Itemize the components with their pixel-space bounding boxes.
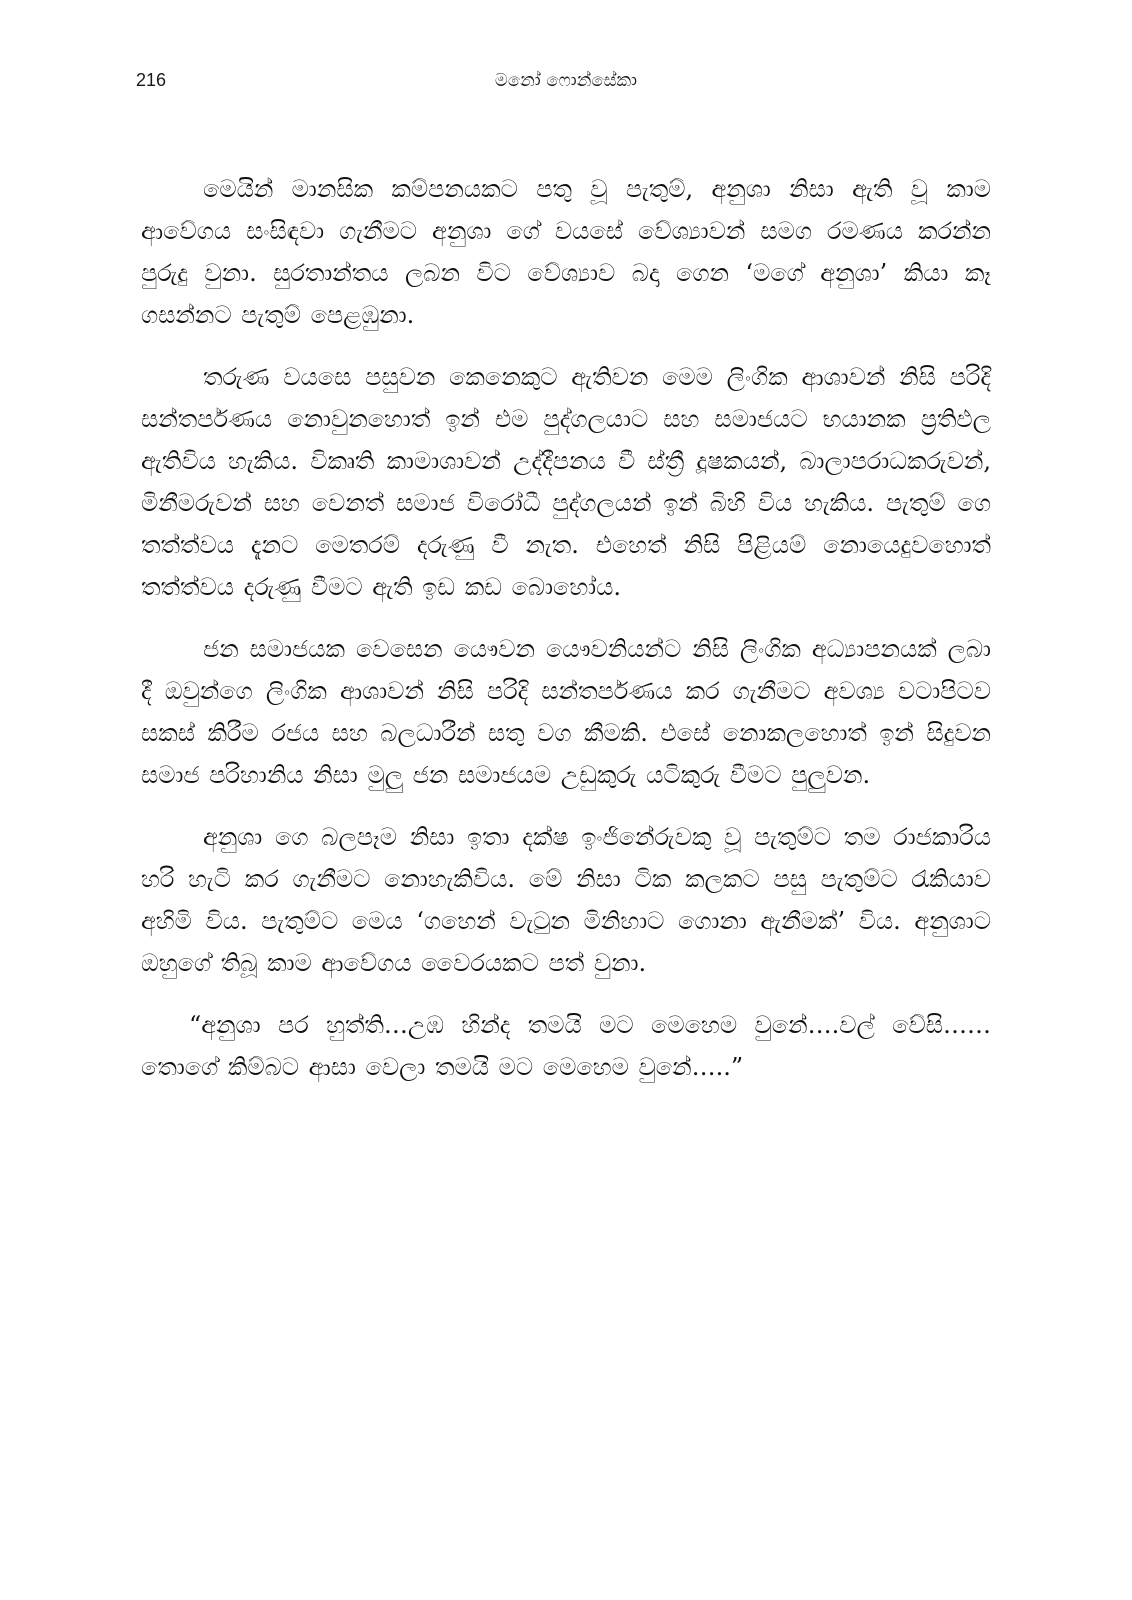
page-header bbox=[136, 70, 996, 100]
body-text bbox=[141, 168, 991, 1108]
page-number: 216 bbox=[136, 70, 167, 90]
paragraph: මෙයින් මානසික කම්පනයකට පතු වූ පැතුම්, අනුශා නිසා ඇති වූ කාම ආවේගය සංසිඳවා ගැනීමට අනුශා ගේ වයසේ වේශ්‍යාවන් සමග රමණය කරන්න පුරුදු වුනා. සුරතාන්තය ලබන විට වේශ්‍යාව බදා ගෙන ‘මගේ අනුශා’ කියා කෑ ගසන්නට පැතුම් පෙළඹුනා. bbox=[141, 175, 991, 329]
paragraph: ජන සමාජයක වෙසෙන යෞවන යෞවනියන්ට නිසි ලිංගික අධ්‍යාපනයක් ලබා දී ඔවුන්ගෙ ලිංගික ආශාවන් නිසි පරිදි සන්තර්පණය කර ගැනීමට අවශ්‍ය වටාපිටව සකස් කිරීම රජය සහ බලධාරීන් සතු වග කීමකි. එසේ නොකලහොත් ඉන් සිදුවන සමාජ පරිහානිය නිසා මුලු ජන සමාජයම උඩුකුරු යටිකුරු වීමට පුලුවන. bbox=[141, 635, 991, 789]
dialogue-paragraph: “අනුශා පර හුත්ති…උඹ හින්ද තමයි මට මෙහෙම වුනේ….වල් වේසි……තොගේ කිම්බට ආසා වෙලා තමයි මට මෙහෙම වුනේ…..” bbox=[141, 1011, 991, 1081]
paragraph: අනුශා ගෙ බලපෑම නිසා ඉතා දක්ෂ ඉංජිනේරුවකු වූ පැතුම්ට තම රාජකාරිය හරි හැටි කර ගැනීමට නොහැකිවිය. මේ නිසා ටික කලකට පසු පැතුම්ට රැකියාව අහිමි විය. පැතුම්ට මෙය ‘ගහෙන් වැටුන මිනිහාට ගොනා ඇනීමක්’ විය. අනුශාට ඔහුගේ තිබූ කාම ආවේගය වෛරයකට පත් වුනා. bbox=[141, 823, 991, 977]
running-title: මනෝ ෆොන්සේකා bbox=[494, 70, 638, 91]
paragraph: තරුණ වයසෙ පසුවන කෙනෙකුට ඇතිවන මෙම ලිංගික ආශාවන් නිසි පරිදි සන්තර්පණය නොවුනහොත් ඉන් එම පුද්ගලයාට සහ සමාජයට භයානක ප්‍රතිඵල ඇතිවිය හැකිය. විකෘති කාමාශාවන් උද්දීපනය වී ස්ත්‍රී දූෂකයන්, බාලාපරාධකරුවන්, මිනීමරුවන් සහ වෙනත් සමාජ විරෝධී පුද්ගලයන් ඉන් බිහි විය හැකිය. පැතුම් ගෙ තත්ත්වය දැනට මෙතරම් දරුණු වී නැත. එහෙත් නිසි පිළියම් නොයෙදුවහොත් තත්ත්වය දරුණු වීමට ඇති ඉඩ කඩ බොහෝය. bbox=[141, 363, 991, 601]
